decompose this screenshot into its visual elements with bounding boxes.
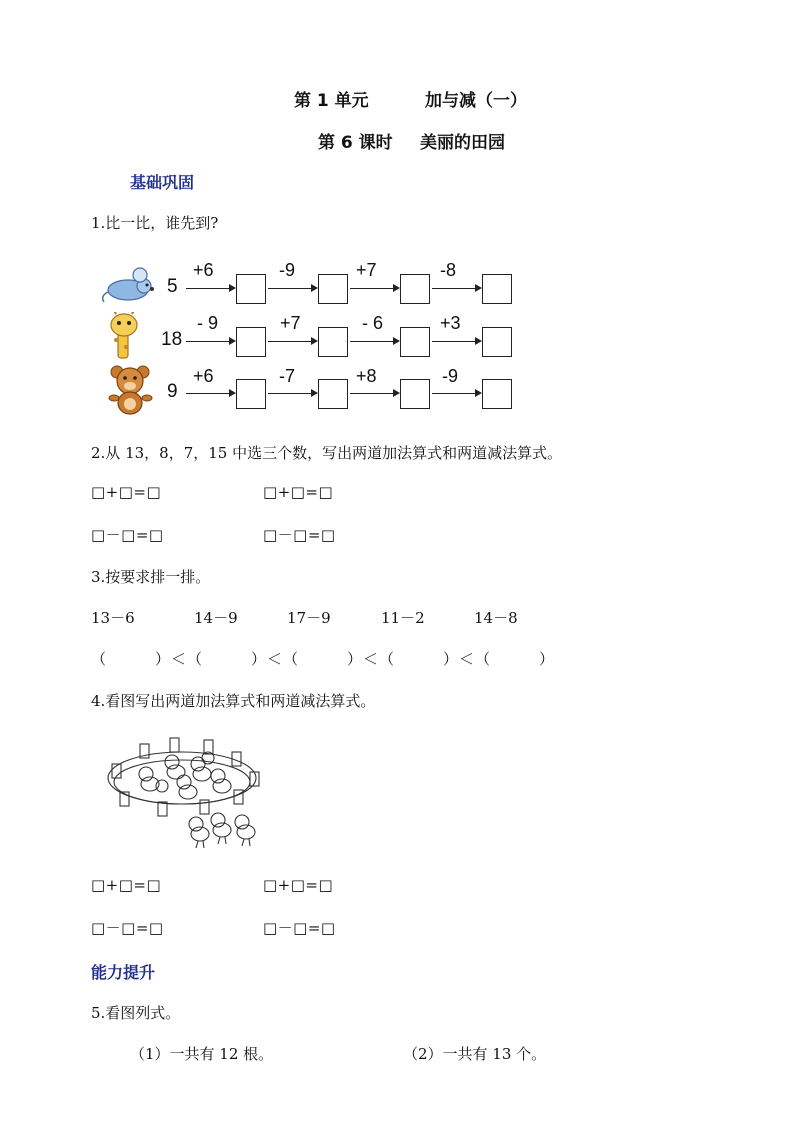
chain-op: - 6 bbox=[362, 313, 384, 333]
answer-box[interactable] bbox=[482, 274, 512, 304]
subtraction-equation[interactable]: □－□=□ bbox=[91, 919, 164, 937]
answer-box[interactable] bbox=[482, 327, 512, 357]
chicks-fence-illustration bbox=[100, 730, 270, 852]
chain-op: -8 bbox=[440, 260, 457, 280]
section-ability: 能力提升 bbox=[91, 963, 156, 982]
answer-box[interactable] bbox=[400, 379, 430, 409]
arrow bbox=[350, 341, 398, 342]
lesson-label: 第 6 课时 bbox=[318, 133, 393, 153]
question-1: 1.比一比，谁先到? bbox=[91, 214, 219, 232]
mouse-icon bbox=[100, 266, 160, 306]
arrow bbox=[350, 288, 398, 289]
arrow bbox=[186, 341, 234, 342]
chain-op: +6 bbox=[193, 260, 214, 280]
chain-op: -9 bbox=[279, 260, 296, 280]
question-3: 3.按要求排一排。 bbox=[91, 568, 211, 586]
answer-box[interactable] bbox=[236, 379, 266, 409]
expression: 17－9 bbox=[287, 609, 331, 627]
subtraction-equation[interactable]: □－□=□ bbox=[263, 919, 336, 937]
chain-start: 9 bbox=[167, 381, 178, 402]
subtraction-equation[interactable]: □－□=□ bbox=[91, 526, 164, 544]
addition-equation[interactable]: □+□=□ bbox=[263, 876, 334, 894]
order-answer-row[interactable]: （ ）＜（ ）＜（ ）＜（ ）＜（ ） bbox=[91, 650, 556, 668]
chain-op: -7 bbox=[279, 366, 296, 386]
answer-box[interactable] bbox=[318, 379, 348, 409]
unit-label: 第 1 单元 bbox=[294, 91, 369, 111]
chain-op: +7 bbox=[356, 260, 377, 280]
arrow bbox=[350, 393, 398, 394]
chain-op: +6 bbox=[193, 366, 214, 386]
addition-equation[interactable]: □+□=□ bbox=[263, 483, 334, 501]
arrow bbox=[268, 393, 316, 394]
expression: 13－6 bbox=[91, 609, 135, 627]
arrow bbox=[268, 288, 316, 289]
expression: 14－9 bbox=[194, 609, 238, 627]
expression: 14－8 bbox=[474, 609, 518, 627]
chain-start: 5 bbox=[167, 276, 178, 297]
question-2: 2.从 13，8，7，15 中选三个数，写出两道加法算式和两道减法算式。 bbox=[91, 444, 563, 462]
chain-op: +3 bbox=[440, 313, 461, 333]
section-basic: 基础巩固 bbox=[130, 173, 195, 192]
arrow bbox=[432, 393, 480, 394]
arrow bbox=[268, 341, 316, 342]
question-5-part-1: （1）一共有 12 根。 bbox=[130, 1045, 274, 1063]
answer-box[interactable] bbox=[236, 274, 266, 304]
expression: 11－2 bbox=[381, 609, 425, 627]
chain-op: -9 bbox=[442, 366, 459, 386]
arrow bbox=[432, 341, 480, 342]
giraffe-icon bbox=[104, 312, 144, 362]
bear-icon bbox=[108, 364, 154, 416]
question-5-part-2: （2）一共有 13 个。 bbox=[403, 1045, 547, 1063]
arrow bbox=[432, 288, 480, 289]
subtraction-equation[interactable]: □－□=□ bbox=[263, 526, 336, 544]
lesson-title: 美丽的田园 bbox=[420, 133, 505, 153]
chain-op: +7 bbox=[280, 313, 301, 333]
arrow bbox=[186, 288, 234, 289]
addition-equation[interactable]: □+□=□ bbox=[91, 483, 162, 501]
chain-start: 18 bbox=[161, 329, 183, 350]
answer-box[interactable] bbox=[318, 327, 348, 357]
unit-title: 加与减（一） bbox=[425, 91, 527, 111]
question-5: 5.看图列式。 bbox=[91, 1004, 181, 1022]
answer-box[interactable] bbox=[318, 274, 348, 304]
addition-equation[interactable]: □+□=□ bbox=[91, 876, 162, 894]
chain-op: +8 bbox=[356, 366, 377, 386]
answer-box[interactable] bbox=[400, 274, 430, 304]
question-4: 4.看图写出两道加法算式和两道减法算式。 bbox=[91, 692, 376, 710]
arrow bbox=[186, 393, 234, 394]
chain-op: - 9 bbox=[197, 313, 219, 333]
answer-box[interactable] bbox=[400, 327, 430, 357]
answer-box[interactable] bbox=[482, 379, 512, 409]
answer-box[interactable] bbox=[236, 327, 266, 357]
